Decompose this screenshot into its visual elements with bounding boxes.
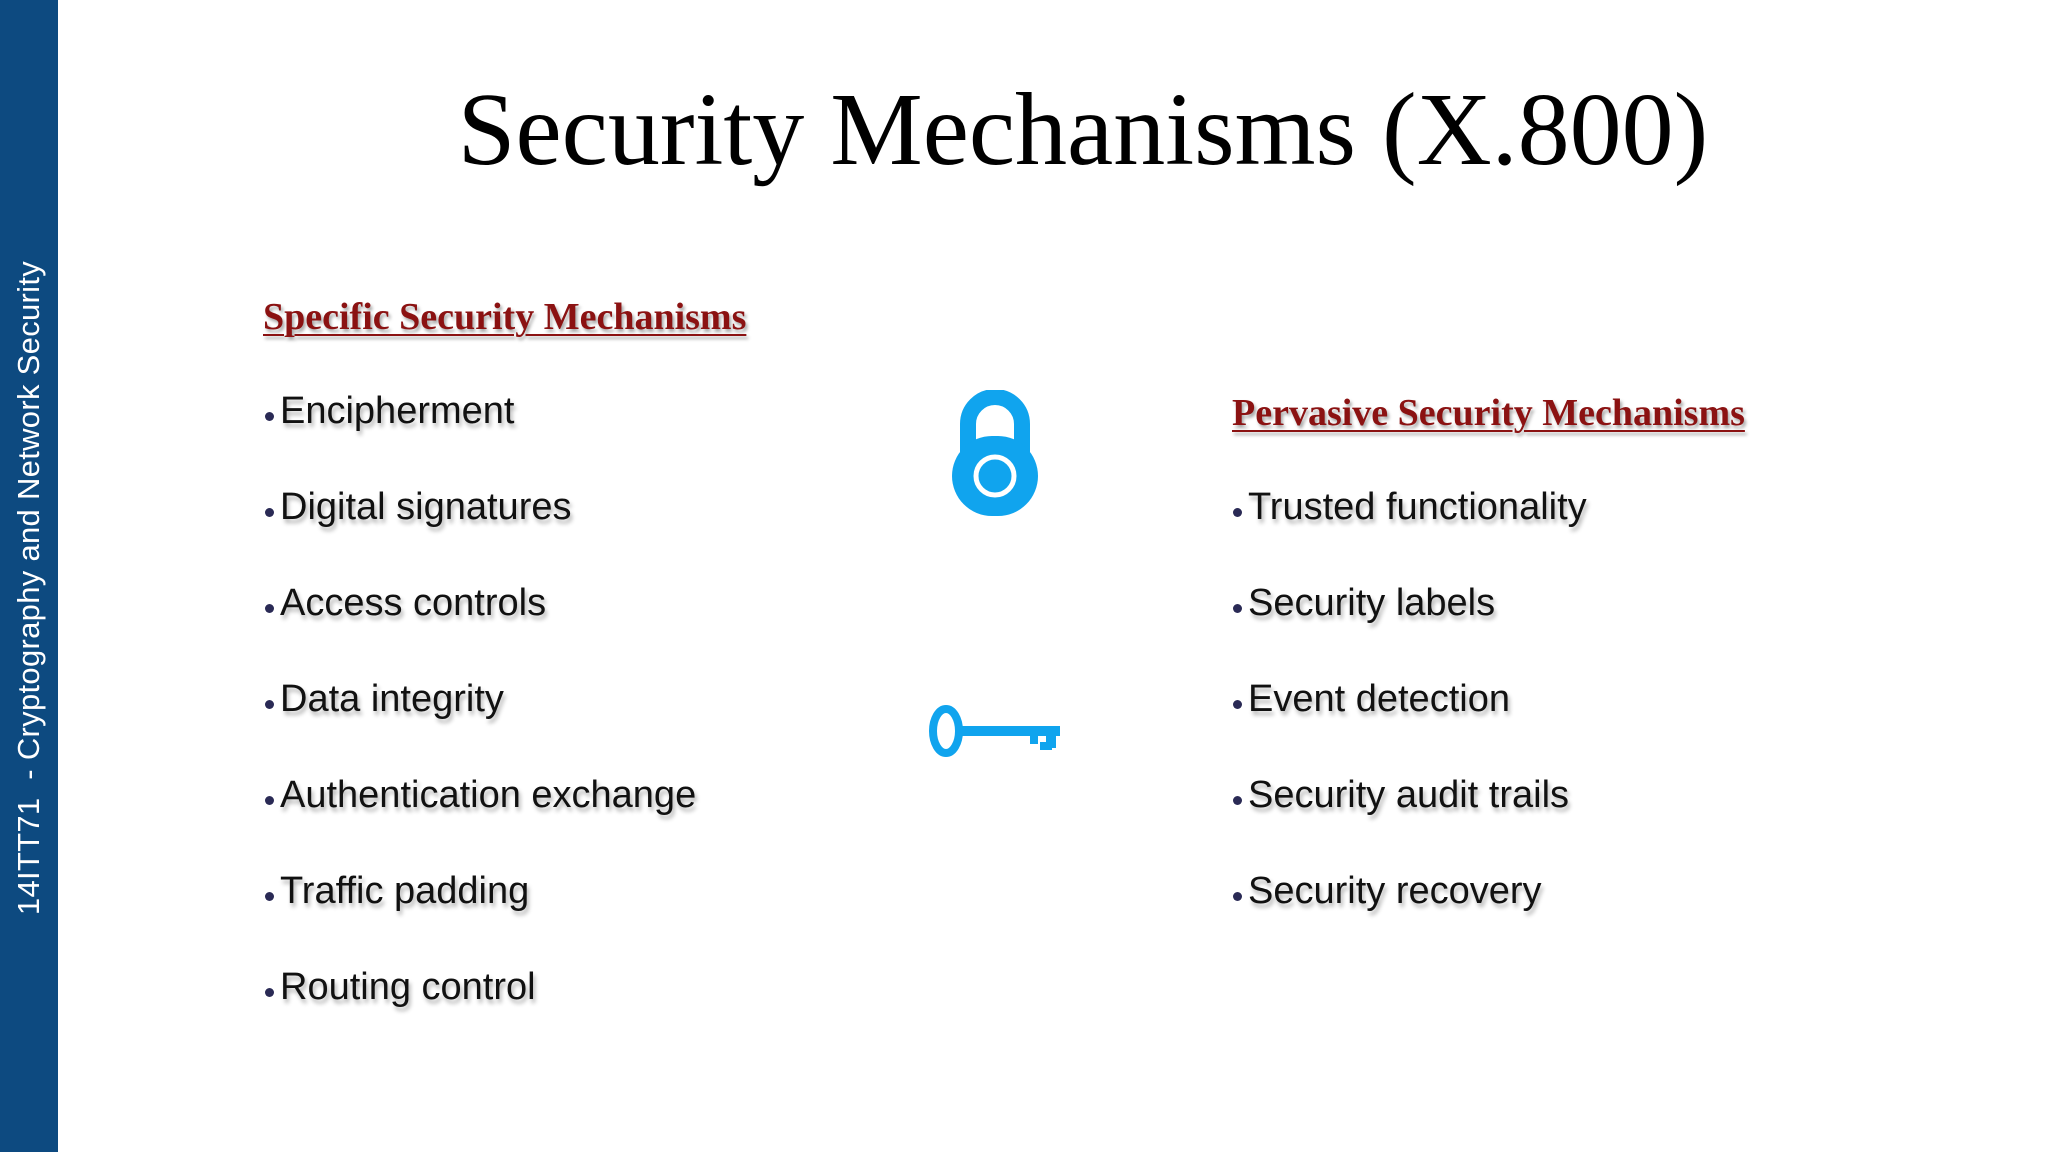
list-item	[265, 678, 696, 774]
key-icon	[928, 702, 1062, 760]
pervasive-mechanisms-heading: Pervasive Security Mechanisms	[1232, 392, 1745, 434]
bullet-icon	[265, 892, 274, 901]
bullet-icon	[265, 988, 274, 997]
list-item	[265, 966, 696, 1062]
list-item	[265, 390, 696, 486]
bullet-icon	[1233, 700, 1242, 709]
list-item	[265, 486, 696, 582]
list-item	[1233, 774, 1587, 870]
specific-mechanisms-heading: Specific Security Mechanisms	[263, 296, 747, 338]
bullet-icon	[1233, 508, 1242, 517]
bullet-icon	[1233, 604, 1242, 613]
list-item	[1233, 678, 1587, 774]
list-item	[1233, 486, 1587, 582]
list-item-label: Data integrity	[280, 678, 504, 720]
list-item	[1233, 870, 1587, 966]
list-item-label: Access controls	[280, 582, 547, 624]
slide-title: Security Mechanisms (X.800)	[457, 72, 1709, 187]
list-item-label: Security recovery	[1248, 870, 1542, 912]
list-item-label: Traffic padding	[280, 870, 530, 912]
list-item-label: Security audit trails	[1248, 774, 1570, 816]
list-item	[265, 774, 696, 870]
list-item	[265, 870, 696, 966]
side-bar	[0, 0, 58, 1152]
list-item-label: Authentication exchange	[280, 774, 697, 816]
specific-mechanisms-list	[265, 390, 696, 1062]
pervasive-mechanisms-list	[1233, 486, 1587, 966]
bullet-icon	[265, 412, 274, 421]
list-item	[1233, 582, 1587, 678]
list-item-label: Encipherment	[280, 390, 515, 432]
bullet-icon	[265, 796, 274, 805]
bullet-icon	[265, 508, 274, 517]
bullet-icon	[1233, 796, 1242, 805]
list-item-label: Event detection	[1248, 678, 1510, 720]
bullet-icon	[265, 604, 274, 613]
list-item-label: Security labels	[1248, 582, 1496, 624]
list-item	[265, 582, 696, 678]
list-item-label: Digital signatures	[280, 486, 572, 528]
course-label: 14ITT71 - Cryptography and Network Security	[11, 260, 46, 916]
bullet-icon	[265, 700, 274, 709]
lock-icon	[952, 390, 1038, 516]
bullet-icon	[1233, 892, 1242, 901]
list-item-label: Trusted functionality	[1248, 486, 1587, 528]
list-item-label: Routing control	[280, 966, 536, 1008]
